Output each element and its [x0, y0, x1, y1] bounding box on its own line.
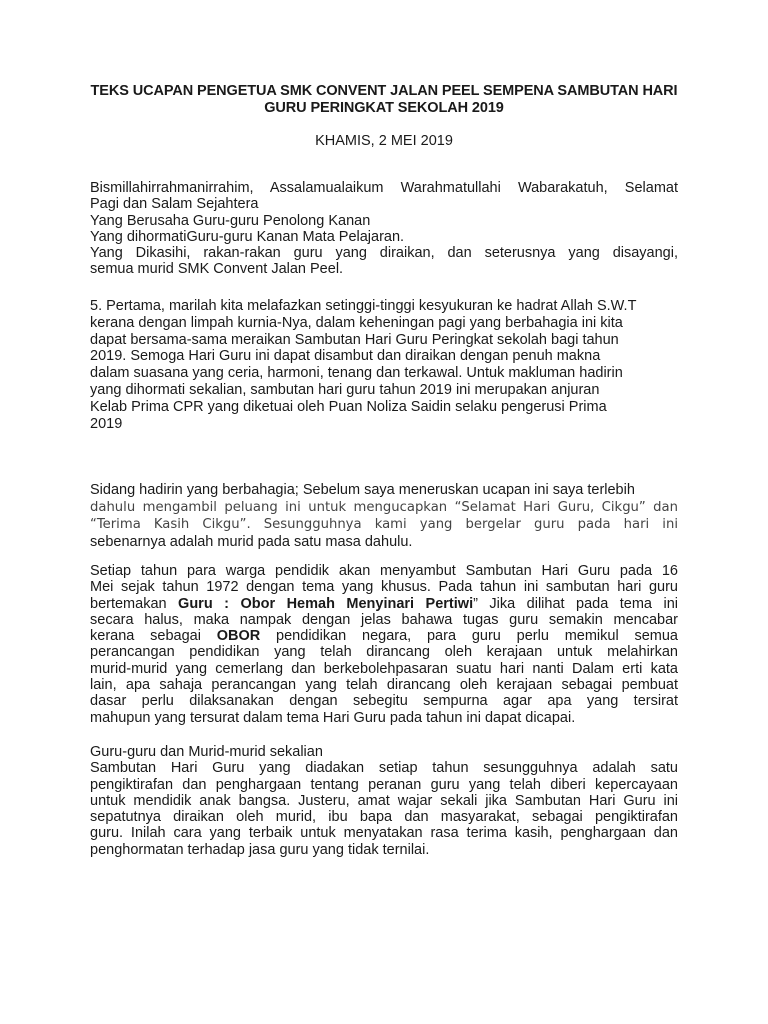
paragraph-line: guru. Inilah cara yang terbaik untuk menyatakan rasa terima kasih, penghargaan dan — [90, 825, 678, 842]
obor-text: OBOR — [216, 628, 261, 645]
paragraph-line: Sambutan Hari Guru yang diadakan setiap tahun sesungguhnya adalah satu — [90, 760, 678, 777]
greeting-line: Yang Dikasihi, rakan-rakan guru yang diraikan, dan seterusnya yang disayangi, — [90, 245, 678, 262]
paragraph-line — [90, 365, 678, 382]
paragraph-line: 5. Pertama, marilah kita melafazkan setinggi-tinggi kesyukuran ke hadrat Allah S.W.T — [90, 298, 637, 314]
paragraph-text: pendidikan negara, para guru perlu memikul semua — [260, 628, 678, 645]
paragraph-line: untuk mendidik anak bangsa. Justeru, amat wajar sekali jika Sambutan Hari Guru ini — [90, 792, 678, 809]
document-title: TEKS UCAPAN PENGETUA SMK CONVENT JALAN PEEL SEMPENA SAMBUTAN HARI GURU PERINGKAT SEKOLAH 2019 — [90, 83, 678, 116]
paragraph-line: Sidang hadirin yang berbahagia; Sebelum saya meneruskan ucapan ini saya terlebih — [90, 482, 635, 498]
paragraph-line: perancangan pendidikan yang telah dirancang oleh kerajaan untuk melahirkan — [90, 644, 678, 661]
greeting-line: Yang dihormatiGuru-guru Kanan Mata Pelajaran. — [90, 228, 405, 245]
paragraph-text: dalam suasana yang ceria, harmoni, tenang dan terkawal. — [90, 365, 463, 382]
paragraph-text: kerana sebagai — [90, 628, 217, 645]
paragraph-line: Kelab Prima CPR yang diketuai oleh Puan Noliza Saidin selaku pengerusi Prima — [90, 398, 607, 415]
paragraph-sidang — [90, 482, 678, 551]
paragraph-line: sepatutnya diraikan oleh murid, ibu bapa dan masyarakat, sebagai pengiktirafan — [90, 809, 678, 826]
greeting-paragraph — [90, 180, 678, 278]
theme-text: Guru : Obor Hemah Menyinari Pertiwi — [178, 595, 474, 612]
paragraph-line: pengiktirafan dan penghargaan tentang peranan guru yang telah diberi kepercayaan — [90, 776, 678, 793]
paragraph-line: “Terima Kasih Cikgu”. Sesungguhnya kami yang bergelar guru pada hari ini — [90, 517, 678, 533]
paragraph-line — [90, 628, 678, 644]
paragraph-text: Untuk makluman hadirin — [462, 365, 623, 382]
paragraph-line: lain, apa sahaja perancangan yang telah dirancang oleh kerajaan sebagai pembuat — [90, 677, 678, 694]
paragraph-line: yang dihormati sekalian, sambutan hari guru tahun 2019 ini merupakan anjuran — [90, 381, 600, 398]
paragraph-line: kerana dengan limpah kurnia-Nya, dalam keheningan pagi yang berbahagia ini kita — [90, 314, 623, 331]
paragraph-line: dapat bersama-sama meraikan Sambutan Hari Guru Peringkat sekolah bagi tahun — [90, 331, 619, 348]
paragraph-line: sebenarnya adalah murid pada satu masa dahulu. — [90, 533, 413, 550]
paragraph-line: penghormatan terhadap jasa guru yang tidak ternilai. — [90, 841, 430, 858]
paragraph-line — [90, 596, 678, 612]
paragraph-text: ” Jika dilihat pada tema ini — [473, 595, 678, 612]
paragraph-line: Mei sejak tahun 1972 dengan tema yang khusus. Pada tahun ini sambutan hari guru — [90, 579, 678, 596]
paragraph-heading: Guru-guru dan Murid-murid sekalian — [90, 744, 323, 760]
paragraph-line: dasar perlu dilaksanakan dengan sebegitu sempurna agar apa yang tersirat — [90, 693, 678, 710]
greeting-line: semua murid SMK Convent Jalan Peel. — [90, 261, 344, 278]
paragraph-line: 2019 — [90, 415, 123, 432]
paragraph-line: mahupun yang tersurat dalam tema Hari Guru pada tahun ini dapat dicapai. — [90, 709, 576, 726]
paragraph-text: bertemakan — [90, 595, 179, 612]
paragraph-line: dahulu mengambil peluang ini untuk mengucapkan “Selamat Hari Guru, Cikgu” dan — [90, 500, 678, 516]
document-date: KHAMIS, 2 MEI 2019 — [315, 133, 453, 149]
paragraph-setiap-tahun — [90, 563, 678, 726]
greeting-line: Bismillahirrahmanirrahim, Assalamualaikum Warahmatullahi Wabarakatuh, Selamat — [90, 180, 678, 196]
paragraph-5 — [90, 298, 678, 432]
paragraph-guru-guru — [90, 744, 678, 858]
paragraph-line: Setiap tahun para warga pendidik akan menyambut Sambutan Hari Guru pada 16 — [90, 563, 678, 579]
greeting-line: Pagi dan Salam Sejahtera — [90, 196, 259, 213]
paragraph-line: 2019. Semoga Hari Guru ini dapat disambut dan diraikan dengan penuh makna — [90, 348, 601, 365]
paragraph-line: murid-murid yang cemerlang dan berkebolehpasaran suatu hari nanti Dalam erti kata — [90, 660, 678, 677]
paragraph-line: secara halus, maka nampak dengan jelas bahawa tugas guru semakin mencabar — [90, 611, 678, 628]
greeting-line: Yang Berusaha Guru-guru Penolong Kanan — [90, 212, 371, 229]
